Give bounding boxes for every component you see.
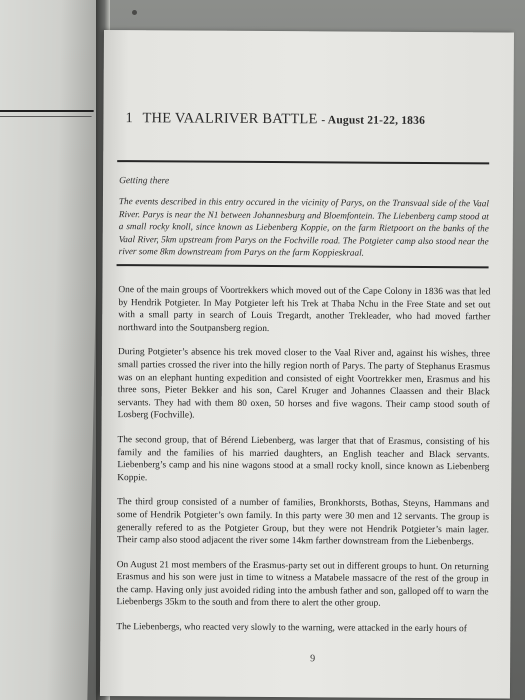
intro-rule-top (117, 160, 489, 164)
paragraph: The second group, that of Bérend Liebenberg, was larger that that of Erasmus, consisting of his family and the families of his married daughters, an English teacher and Black servants. Liebenberg’s camp and his nine wagons stood at a small rocky knoll, since known as Liebenberg Koppie. (117, 435, 490, 483)
body-text (116, 284, 490, 648)
getting-there-text: The events described in this entry occured in the vicinity of Parys, on the Transvaal side of the Vaal River. Parys is near the N1 between Johannesburg and Bloemfontein. The Liebenberg camp stood at a small rocky knoll, since known as Liebenberg Koppie, on the farm Rietpoort on the banks of the Vaal River, 5km upstream from Parys on the Fochville road. The Potgieter camp also stood near the river some 8km downstream from Parys on the farm Koppieskraal. (118, 196, 489, 258)
left-page-rule (0, 110, 94, 112)
left-page-rule-secondary (0, 116, 92, 117)
paragraph: One of the main groups of Voortrekkers which moved out of the Cape Colony in 1836 was that led by Hendrik Potgieter. In May Potgieter left his Trek at Thaba Nchu in the Free State and set out with a small party in search of Louis Tregardt, another Trekleader, who had moved farther northward into the Soutpansberg region. (118, 285, 491, 334)
paragraph: On August 21 most members of the Erasmus-party set out in different groups to hunt. On returning Erasmus and his son were just in time to witness a Matabele massacre of the rest of the group in the camp. Having only just avoided riding into the ambush father and son, galloped off to warn the Liebenbergs 35km to the south and from there to alert the other group. (116, 559, 489, 610)
paragraph: The Liebenbergs, who reacted very slowly to the warning, were attacked in the early hours of (116, 622, 467, 635)
paragraph: The third group consisted of a number of families, Bronkhorsts, Bothas, Steyns, Hammans and some of Hendrik Potgieter’s own family. In this party were 30 men and 12 servants. The group is generally refered to as the Potgieter Group, but they were not Hendrik Potgieter’s main lager. Their camp also stood adjacent the river some 14km farther downstream from the Liebenbergs. (116, 497, 490, 548)
intro-rule-bottom (117, 264, 489, 268)
chapter-heading (125, 110, 495, 129)
chapter-number: 1 (125, 110, 133, 127)
chapter-title: THE VAALRIVER BATTLE (142, 110, 318, 128)
getting-there-label: Getting there (119, 176, 170, 187)
page-number: 9 (310, 653, 316, 665)
left-page (0, 0, 102, 700)
paragraph: During Potgieter’s absence his trek moved closer to the Vaal River and, against his wishes, three small parties crossed the river into the hilly region north of Parys. The party of Stephanus Erasmus was on an elephant hunting expedition and consisted of eight Voortrekker men, Erasmus and his three sons, Pieter Bekker and his son, Carel Kruger and Johannes Claassen and their Black servants. They had with them 80 oxen, 50 horses and five wagons. Their camp stood south of Losberg (Fochville). (117, 347, 491, 421)
chapter-date: - August 21-22, 1836 (321, 114, 426, 127)
book-page (100, 30, 514, 698)
table-mark (132, 10, 137, 15)
